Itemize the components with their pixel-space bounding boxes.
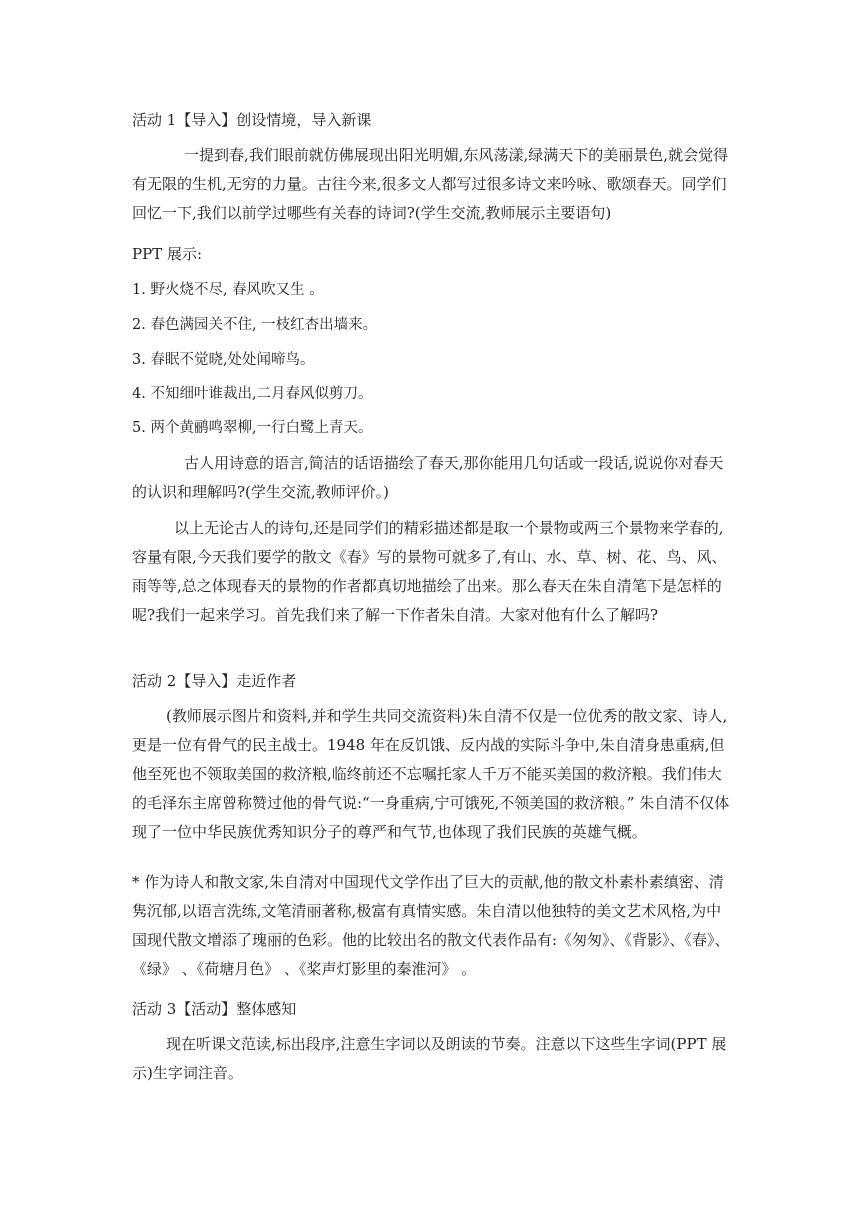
activity2-heading: 活动 2【导入】走近作者 bbox=[132, 672, 297, 690]
activity1-paragraph-2: 古人用诗意的语言,简洁的话语描绘了春天,那你能用几句话或一段话,说说你对春天的认识和理解吗?(学生交流,教师评价。) bbox=[132, 454, 724, 501]
activity3-heading: 活动 3【活动】整体感知 bbox=[132, 1000, 297, 1018]
poem-line-3: 3. 春眠不觉晓,处处闻啼鸟。 bbox=[132, 352, 315, 368]
activity3-paragraph-1: 现在听课文范读,标出段序,注意生字词以及朗读的节奏。注意以下这些生字词(PPT 展示)生字词注音。 bbox=[132, 1035, 727, 1082]
activity1-paragraph-3: 以上无论古人的诗句,还是同学们的精彩描述都是取一个景物或两三个景物来学春的,容量有限,今天我们要学的散文《春》写的景物可就多了,有山、水、草、树、花、鸟、风、雨等等,总之体现春天的景物的作者都真切地描绘了出来。那么春天在朱自清笔下是怎样的呢?我们一起来学习。首先我们来了解一下作者朱自清。大家对他有什么了解吗? bbox=[132, 519, 727, 624]
poem-line-1: 1. 野火烧不尽, 春风吹又生 。 bbox=[132, 282, 324, 298]
poem-line-2: 2. 春色满园关不住, 一枝红杏出墙来。 bbox=[132, 317, 378, 333]
ppt-label: PPT 展示: bbox=[132, 245, 203, 263]
activity1-heading: 活动 1【导入】创设情境，导入新课 bbox=[132, 111, 372, 129]
activity2-paragraph-2: * 作为诗人和散文家,朱自清对中国现代文学作出了巨大的贡献,他的散文朴素朴素缜密、清隽沉郁,以语言洗练,文笔清丽著称,极富有真情实感。朱自清以他独特的美文艺术风格,为中国现代散文增添了瑰丽的色彩。他的比较出名的散文代表作品有:《匆匆》、《背影》、《春》、《绿》 、《荷塘月色》 、《桨声灯影里的秦淮河》 。 bbox=[132, 873, 730, 978]
activity2-paragraph-1: (教师展示图片和资料,并和学生共同交流资料)朱自清不仅是一位优秀的散文家、诗人,更是一位有骨气的民主战士。1948 年在反饥饿、反内战的实际斗争中,朱自清身患重病,但他至死也不领取美国的救济粮,临终前还不忘嘱托家人千万不能买美国的救济粮。我们伟大的毛泽东主席曾称赞过他的骨气说:“一身重病,宁可饿死,不领美国的救济粮。” 朱自清不仅体现了一位中华民族优秀知识分子的尊严和气节,也体现了我们民族的英雄气概。 bbox=[132, 707, 730, 841]
poem-line-5: 5. 两个黄鹂鸣翠柳,一行白鹭上青天。 bbox=[132, 420, 373, 436]
poem-line-4: 4. 不知细叶谁裁出,二月春风似剪刀。 bbox=[132, 386, 373, 402]
activity1-intro-paragraph: 一提到春,我们眼前就仿佛展现出阳光明媚,东风荡漾,绿满天下的美丽景色,就会觉得有无限的生机,无穷的力量。古往今来,很多文人都写过很多诗文来吟咏、歌颂春天。同学们回忆一下,我们以前学过哪些有关春的诗词?(学生交流,教师展示主要语句) bbox=[132, 146, 729, 222]
